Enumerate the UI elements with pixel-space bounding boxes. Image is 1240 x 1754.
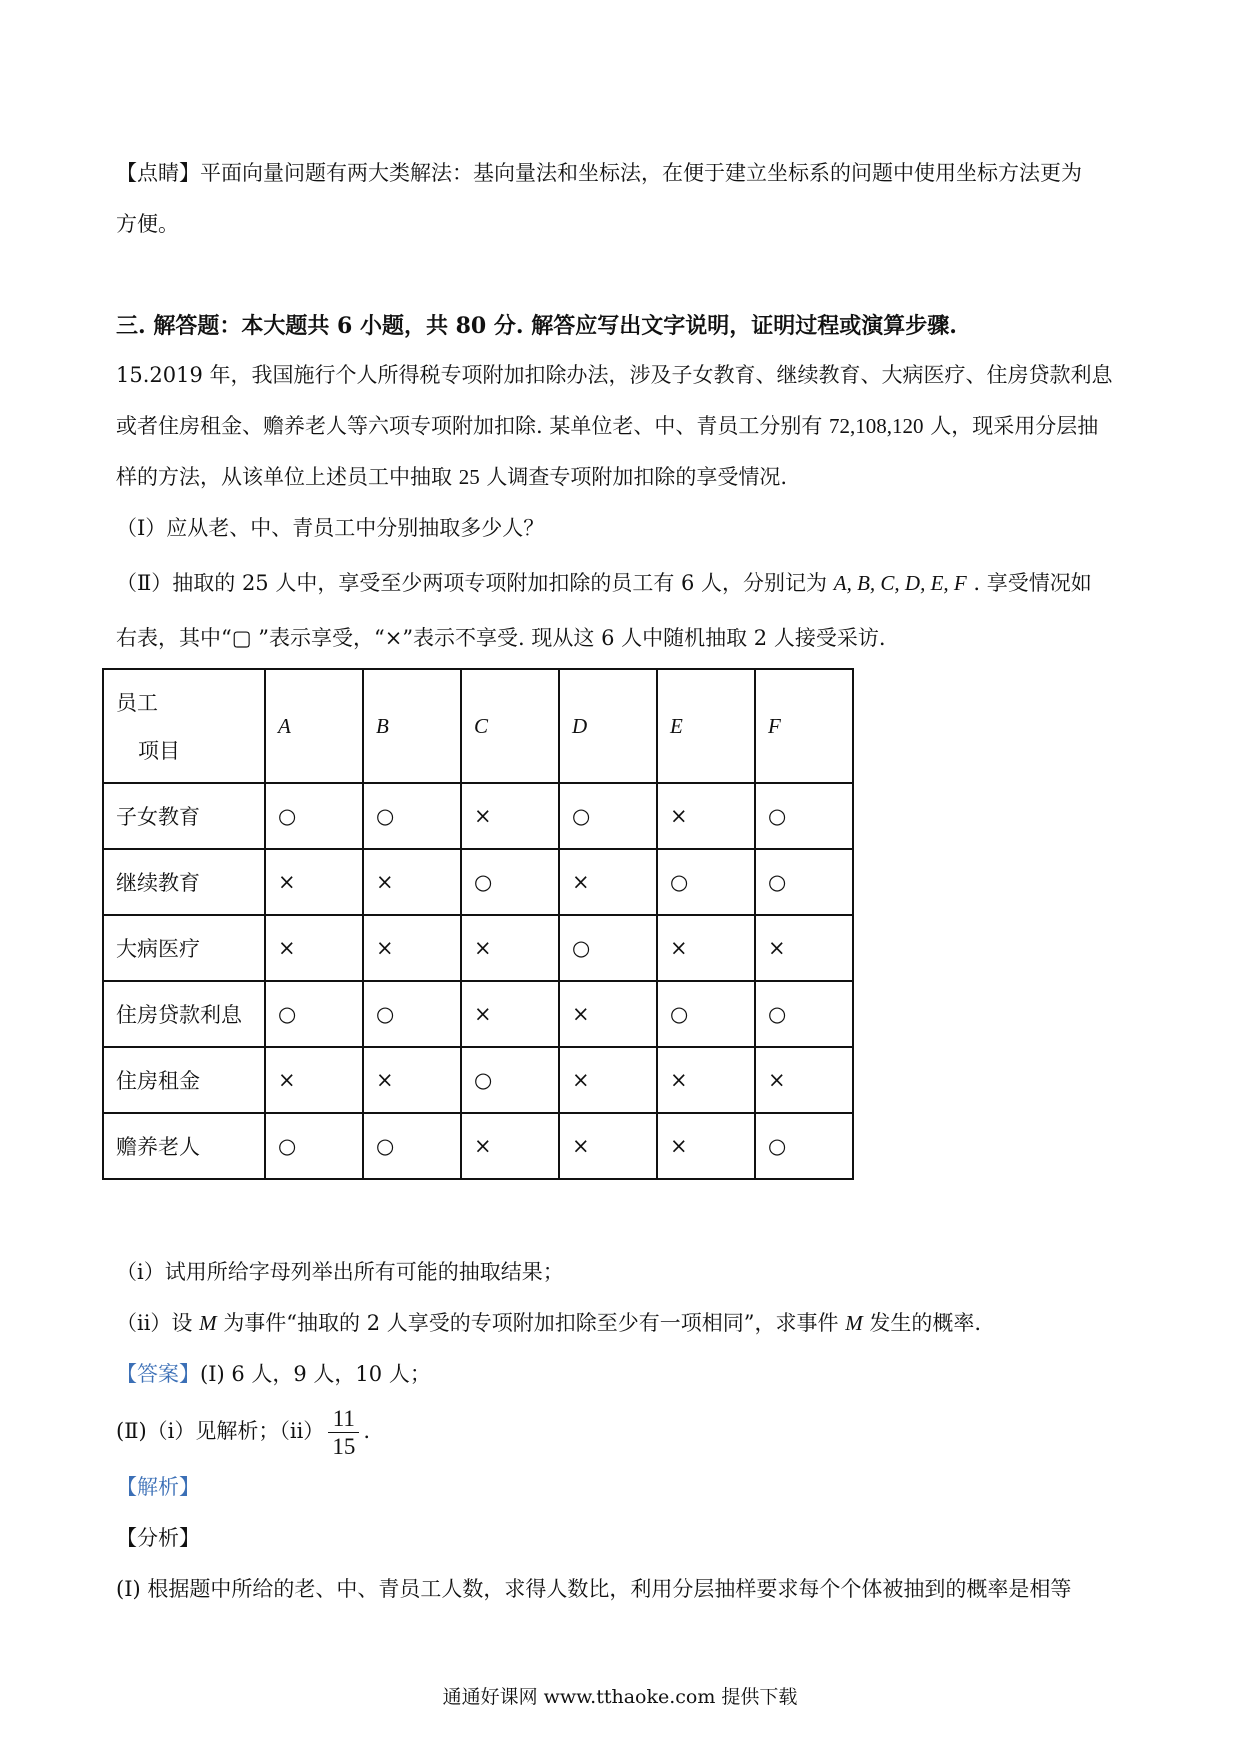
table-row	[103, 849, 853, 915]
table-cell: ○	[755, 981, 853, 1047]
row-label: 住房租金	[103, 1047, 265, 1113]
table-cell: ○	[461, 849, 559, 915]
column-header: E	[657, 669, 755, 783]
table-cell: ○	[363, 981, 461, 1047]
table-cell: ○	[461, 1047, 559, 1113]
row-label: 继续教育	[103, 849, 265, 915]
table-cell: ×	[363, 915, 461, 981]
table-cell: ×	[461, 915, 559, 981]
problem-line-1: 15.2019 年，我国施行个人所得税专项附加扣除办法，涉及子女教育、继续教育、大病医疗、住房贷款利息	[116, 363, 1113, 387]
analysis-tag: 【解析】	[116, 1475, 200, 1499]
table-cell: ×	[657, 915, 755, 981]
sub-question-ii-a: （ii）设	[116, 1311, 193, 1335]
question-2b: . 享受情况如	[973, 571, 1092, 595]
table-cell: ×	[265, 915, 363, 981]
table-cell: ×	[657, 783, 755, 849]
table-corner-cell	[103, 669, 265, 783]
column-header: C	[461, 669, 559, 783]
header-item: 项目	[138, 739, 180, 763]
table-cell: ×	[657, 1113, 755, 1179]
table-row	[103, 981, 853, 1047]
section-heading: 三. 解答题：本大题共 6 小题，共 80 分. 解答应写出文字说明，证明过程或演算步骤.	[116, 313, 957, 339]
table-row	[103, 1047, 853, 1113]
answer-fraction	[328, 1405, 359, 1460]
table-cell: ×	[461, 981, 559, 1047]
table-cell: ×	[657, 1047, 755, 1113]
table-cell: ×	[363, 849, 461, 915]
answer-period: .	[363, 1419, 370, 1443]
table-cell: ○	[755, 1113, 853, 1179]
table-cell: ○	[657, 849, 755, 915]
table-cell: ○	[363, 783, 461, 849]
table-cell: ○	[755, 783, 853, 849]
table-row	[103, 1113, 853, 1179]
staff-counts: 72,108,120	[829, 414, 924, 438]
table-cell: ×	[559, 981, 657, 1047]
table-cell: ○	[755, 849, 853, 915]
table-row	[103, 915, 853, 981]
table-cell: ×	[559, 1113, 657, 1179]
dianjing-line-2: 方便。	[116, 212, 179, 236]
problem-line-3a: 样的方法，从该单位上述员工中抽取	[116, 465, 452, 489]
table-cell: ×	[265, 1047, 363, 1113]
answer-tag: 【答案】	[116, 1362, 200, 1386]
sub-question-ii-b: 为事件“抽取的 2 人享受的专项附加扣除至少有一项相同”，求事件	[223, 1311, 839, 1335]
table-cell: ×	[265, 849, 363, 915]
table-cell: ○	[559, 783, 657, 849]
sub-question-ii-c: 发生的概率.	[869, 1311, 982, 1335]
problem-line-2a: 或者住房租金、赡养老人等六项专项附加扣除. 某单位老、中、青员工分别有	[116, 414, 823, 438]
analysis-line-1: (Ⅰ) 根据题中所给的老、中、青员工人数，求得人数比，利用分层抽样要求每个个体被抽到的概率是相等	[116, 1577, 1072, 1601]
sub-question-ii	[116, 1298, 1138, 1349]
column-header: F	[755, 669, 853, 783]
dianjing-line-1: 【点睛】平面向量问题有两大类解法：基向量法和坐标法，在便于建立坐标系的问题中使用坐标方法更为	[116, 161, 1082, 185]
problem-line-3	[116, 452, 1138, 503]
header-employee: 员工	[116, 691, 158, 715]
question-2-cont: 右表，其中“▢ ”表示享受，“×”表示不享受. 现从这 6 人中随机抽取 2 人接受采访.	[116, 626, 886, 650]
row-label: 子女教育	[103, 783, 265, 849]
table-cell: ○	[559, 915, 657, 981]
fenxi-tag: 【分析】	[116, 1526, 200, 1550]
answer-line-2	[116, 1400, 1138, 1462]
fraction-numerator: 11	[332, 1406, 355, 1431]
problem-line-2b: 人，现采用分层抽	[930, 414, 1099, 438]
question-2	[116, 558, 1138, 609]
row-label: 住房贷款利息	[103, 981, 265, 1047]
sub-question-i: （i）试用所给字母列举出所有可能的抽取结果；	[116, 1260, 564, 1284]
table-cell: ×	[755, 915, 853, 981]
table-cell: ×	[461, 1113, 559, 1179]
deduction-table	[102, 668, 854, 1180]
sub-questions	[116, 1247, 1138, 1615]
dianjing-block	[116, 148, 1138, 250]
problem-line-3b: 人调查专项附加扣除的享受情况.	[486, 465, 788, 489]
question-1: （Ⅰ）应从老、中、青员工中分别抽取多少人？	[116, 516, 545, 540]
column-header: D	[559, 669, 657, 783]
fraction-denominator: 15	[328, 1432, 359, 1460]
problem-15	[116, 350, 1138, 664]
table-row	[103, 783, 853, 849]
page-footer: 通通好课网 www.tthaoke.com 提供下载	[442, 1686, 798, 1708]
table-header-row	[103, 669, 853, 783]
answer-text-1: (Ⅰ) 6 人，9 人，10 人；	[200, 1362, 431, 1386]
column-header: A	[265, 669, 363, 783]
table-cell: ×	[755, 1047, 853, 1113]
event-m-2: M	[845, 1311, 863, 1335]
answer-text-2: (Ⅱ)（i）见解析；（ii）	[116, 1419, 325, 1443]
table-cell: ○	[363, 1113, 461, 1179]
table-cell: ×	[559, 849, 657, 915]
problem-line-2	[116, 401, 1138, 452]
event-m: M	[199, 1311, 217, 1335]
answer-line-1	[116, 1349, 1138, 1400]
sample-size: 25	[458, 465, 480, 489]
table-cell: ○	[265, 981, 363, 1047]
row-label: 赡养老人	[103, 1113, 265, 1179]
table-cell: ○	[265, 1113, 363, 1179]
column-header: B	[363, 669, 461, 783]
table-cell: ○	[657, 981, 755, 1047]
table-cell: ×	[461, 783, 559, 849]
staff-letters: A, B, C, D, E, F	[833, 571, 967, 595]
row-label: 大病医疗	[103, 915, 265, 981]
question-2a: （Ⅱ）抽取的 25 人中，享受至少两项专项附加扣除的员工有 6 人，分别记为	[116, 571, 828, 595]
table-cell: ×	[363, 1047, 461, 1113]
table-cell: ○	[265, 783, 363, 849]
table-cell: ×	[559, 1047, 657, 1113]
